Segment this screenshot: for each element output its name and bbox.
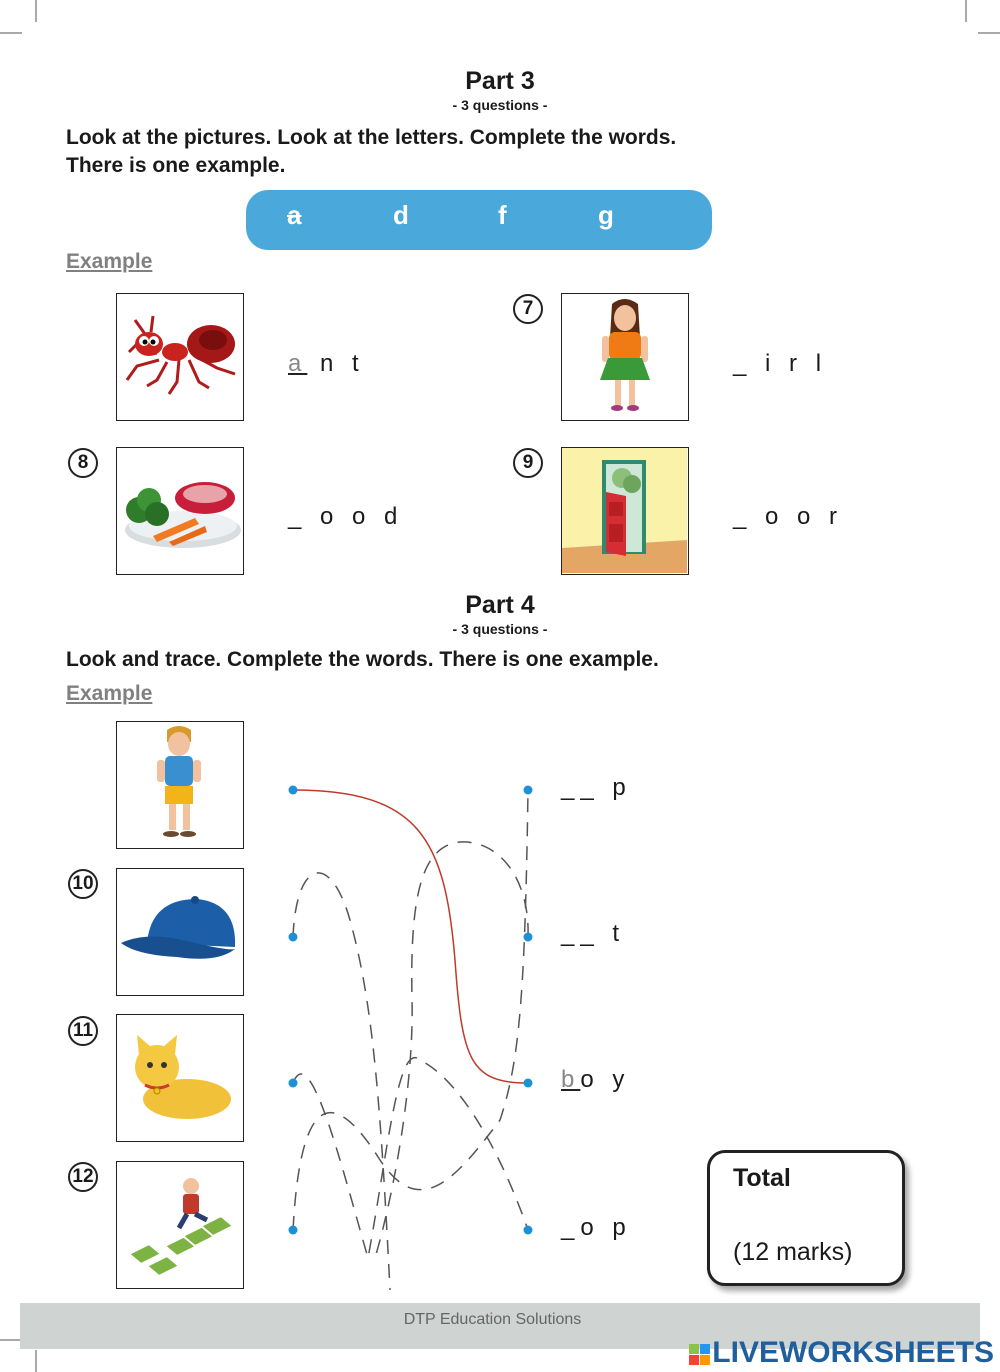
- part3-subtitle: - 3 questions -: [452, 97, 548, 113]
- question-9-blank[interactable]: _: [733, 503, 753, 530]
- part4-example-label: Example: [66, 682, 153, 705]
- part3-instruction-line2: There is one example.: [66, 154, 286, 177]
- trace-line-example: [293, 790, 528, 1083]
- question-number-7: 7: [513, 294, 543, 324]
- part4-title: Part 4: [465, 591, 535, 619]
- letter-bank-f: f: [498, 200, 507, 230]
- question-number-11: 11: [68, 1016, 98, 1046]
- dot-left-1[interactable]: [289, 786, 298, 795]
- question-number-10: 10: [68, 869, 98, 899]
- question-8-blank[interactable]: _: [288, 503, 308, 530]
- dot-left-4[interactable]: [289, 1226, 298, 1235]
- question-number-8: 8: [68, 448, 98, 478]
- word-4-rest: o p: [580, 1214, 632, 1241]
- total-marks: (12 marks): [733, 1238, 853, 1266]
- word-row-4: [561, 1214, 632, 1242]
- trace-line-cap[interactable]: [293, 873, 390, 1290]
- word-1-rest: p: [612, 774, 632, 801]
- part3-title: Part 3: [465, 67, 535, 95]
- word-3-answer: b: [561, 1066, 581, 1093]
- letter-bank-a: a: [287, 200, 302, 230]
- footer-text: DTP Education Solutions: [403, 1311, 582, 1328]
- dot-left-3[interactable]: [289, 1079, 298, 1088]
- word-4-blank[interactable]: _: [561, 1214, 581, 1241]
- dot-right-2[interactable]: [524, 933, 533, 942]
- total-label: Total: [733, 1164, 791, 1192]
- question-7-blank[interactable]: _: [733, 350, 753, 377]
- word-2-blank[interactable]: __: [561, 920, 600, 947]
- word-row-1: [561, 774, 632, 802]
- part4-instruction: Look and trace. Complete the words. There is one example.: [66, 648, 659, 671]
- dot-right-3[interactable]: [524, 1079, 533, 1088]
- trace-line-extra[interactable]: [375, 842, 528, 1258]
- brand-text: LIVEWORKSHEETS: [712, 1336, 994, 1369]
- word-1-blank[interactable]: __: [561, 774, 600, 801]
- question-9-rest: o o r: [752, 503, 844, 530]
- part4-subtitle: - 3 questions -: [452, 621, 548, 637]
- liveworksheets-logo[interactable]: [689, 1336, 994, 1370]
- question-8-rest: o o d: [307, 503, 404, 530]
- dot-left-2[interactable]: [289, 933, 298, 942]
- word-2-rest: t: [612, 920, 626, 947]
- question-number-9: 9: [513, 448, 543, 478]
- part3-example-label: Example: [66, 250, 153, 273]
- letter-bank-g: g: [598, 200, 614, 230]
- letter-bank-d: d: [393, 200, 409, 230]
- part3-instruction-line1: Look at the pictures. Look at the letters. Complete the words.: [66, 126, 677, 149]
- word-3-rest: o y: [580, 1066, 631, 1093]
- dot-right-1[interactable]: [524, 786, 533, 795]
- liveworksheets-icon: [689, 1344, 710, 1365]
- example-rest: n t: [320, 350, 365, 377]
- trace-line-cat[interactable]: [293, 1058, 528, 1258]
- dot-right-4[interactable]: [524, 1226, 533, 1235]
- question-7-rest: i r l: [752, 350, 828, 377]
- word-row-3: [561, 1066, 630, 1094]
- example-answer: a: [288, 350, 308, 377]
- word-row-2: [561, 920, 625, 948]
- trace-line-hopscotch[interactable]: [293, 790, 528, 1230]
- question-number-12: 12: [68, 1162, 98, 1192]
